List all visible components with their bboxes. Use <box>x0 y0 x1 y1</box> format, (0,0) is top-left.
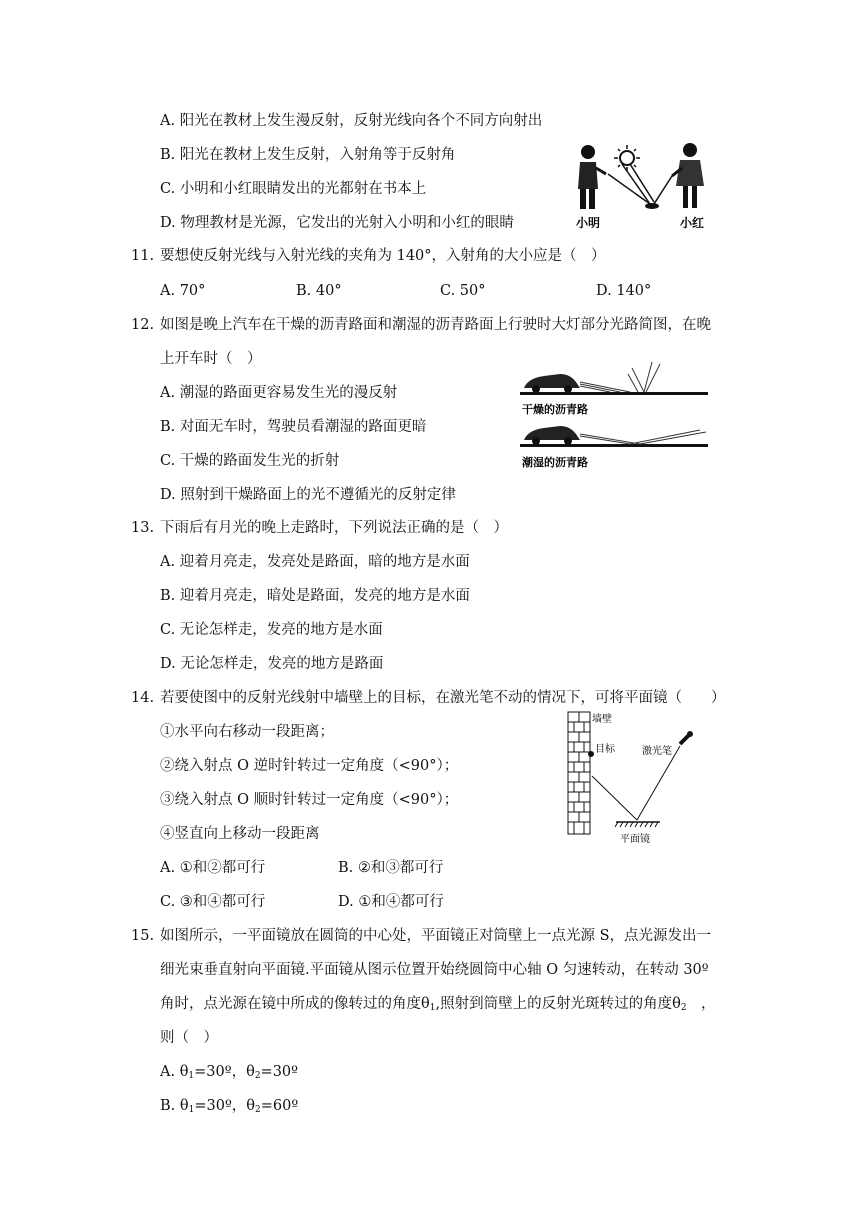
q10-option-b: B. 阳光在教材上发生反射，入射角等于反射角 <box>160 147 456 163</box>
q10-figure-svg <box>572 134 712 234</box>
q12-option-c: C. 干燥的路面发生光的折射 <box>160 453 340 469</box>
q13-option-b: B. 迎着月亮走，暗处是路面，发亮的地方是水面 <box>160 588 470 604</box>
q15-stem-line4: 则（ ） <box>160 1030 218 1046</box>
q14-item-1: ①水平向右移动一段距离； <box>160 724 334 740</box>
q14-option-d: D. ①和④都可行 <box>338 894 444 910</box>
q15-number: 15. <box>131 928 155 944</box>
q14-option-c: C. ③和④都可行 <box>160 894 266 910</box>
sun-icon <box>620 151 634 165</box>
q14-figure <box>560 708 710 848</box>
q14-item-3: ③绕入射点 O 顺时针转过一定角度（<90°）； <box>160 792 459 808</box>
label-wall: 墙壁 <box>592 714 612 725</box>
book-icon <box>645 203 659 209</box>
q13-option-c: C. 无论怎样走，发亮的地方是水面 <box>160 622 383 638</box>
q12-stem-line2: 上开车时（ ） <box>160 351 262 367</box>
q13-stem: 下雨后有月光的晚上走路时，下列说法正确的是（ ） <box>160 520 508 536</box>
q10-figure <box>572 134 712 234</box>
q11-option-a: A. 70° <box>160 283 206 299</box>
q12-number: 12. <box>131 317 155 333</box>
q11-option-d: D. 140° <box>596 283 652 299</box>
q13-number: 13. <box>131 520 155 536</box>
q14-option-a: A. ①和②都可行 <box>160 860 266 876</box>
q11-number: 11. <box>131 248 155 264</box>
car-top-icon <box>524 374 580 388</box>
q10-option-d: D. 物理教材是光源，它发出的光射入小明和小红的眼睛 <box>160 215 514 231</box>
q10-option-c: C. 小明和小红眼睛发出的光都射在书本上 <box>160 181 427 197</box>
label-xiaoming: 小明 <box>576 216 601 230</box>
incident-ray <box>637 746 680 820</box>
q13-option-a: A. 迎着月亮走，发亮处是路面，暗的地方是水面 <box>160 554 470 570</box>
car-bottom-icon <box>524 426 580 440</box>
q14-figure-svg <box>560 708 710 848</box>
label-laser: 激光笔 <box>642 746 672 757</box>
q15-stem-line2: 细光束垂直射向平面镜.平面镜从图示位置开始绕圆筒中心轴 O 匀速转动，在转动 30º <box>160 962 709 978</box>
q12-stem-line1: 如图是晚上汽车在干燥的沥青路面和潮湿的沥青路面上行驶时大灯部分光路简图，在晚 <box>160 317 711 333</box>
q15-option-a: A. $\theta_1=30º$，$\theta_2=30º$ <box>160 1064 298 1081</box>
q14-option-b: B. ②和③都可行 <box>338 860 444 876</box>
label-target: 目标 <box>595 744 615 755</box>
wet-road-scene <box>520 426 708 469</box>
q13-option-d: D. 无论怎样走，发亮的地方是路面 <box>160 656 384 672</box>
person-right-icon <box>672 143 704 208</box>
q14-stem: 若要使图中的反射光线射中墙壁上的目标，在激光笔不动的情况下，可将平面镜（ ） <box>160 690 726 706</box>
dry-road-scene <box>520 362 708 416</box>
q11-stem: 要想使反射光线与入射光线的夹角为 140°，入射角的大小应是（ ） <box>160 248 606 264</box>
q15-stem-line3: 角时，点光源在镜中所成的像转过的角度$\theta_1$,照射到筒壁上的反射光斑转过的角度$\theta_2$ ， <box>160 996 716 1013</box>
target-dot-icon <box>588 751 594 757</box>
q12-option-a: A. 潮湿的路面更容易发生光的漫反射 <box>160 385 398 401</box>
sun-rays-icon <box>614 145 640 171</box>
q12-figure <box>520 358 712 480</box>
q14-item-4: ④竖直向上移动一段距离 <box>160 826 320 842</box>
q10-option-a: A. 阳光在教材上发生漫反射，反射光线向各个不同方向射出 <box>160 113 543 129</box>
q12-option-b: B. 对面无车时，驾驶员看潮湿的路面更暗 <box>160 419 427 435</box>
q12-figure-svg <box>520 358 712 480</box>
q14-item-2: ②绕入射点 O 逆时针转过一定角度（<90°）； <box>160 758 459 774</box>
q11-option-b: B. 40° <box>296 283 342 299</box>
q15-stem-line1: 如图所示，一平面镜放在圆筒的中心处，平面镜正对筒壁上一点光源 S，点光源发出一 <box>160 928 712 944</box>
label-wet-road: 潮湿的沥青路 <box>522 456 588 469</box>
light-rays <box>608 164 672 204</box>
label-dry-road: 干燥的沥青路 <box>522 403 588 416</box>
q14-number: 14. <box>131 690 155 706</box>
label-mirror: 平面镜 <box>620 834 650 845</box>
q11-option-c: C. 50° <box>440 283 486 299</box>
person-left-icon <box>578 145 606 209</box>
label-xiaohong: 小红 <box>680 216 705 230</box>
brick-wall-icon <box>568 712 590 834</box>
q15-option-b: B. $\theta_1=30º$，$\theta_2=60º$ <box>160 1098 299 1115</box>
q12-option-d: D. 照射到干燥路面上的光不遵循光的反射定律 <box>160 487 456 503</box>
reflected-ray <box>592 776 637 820</box>
